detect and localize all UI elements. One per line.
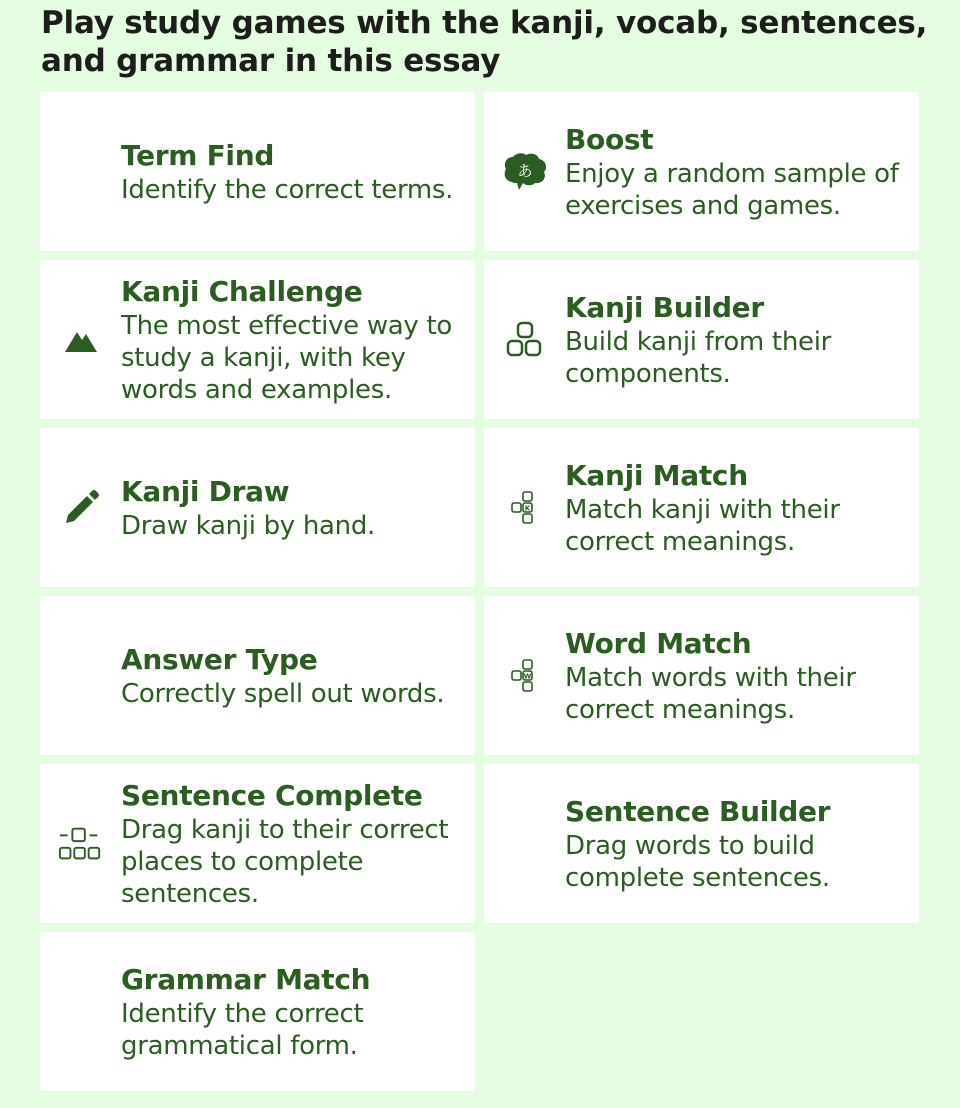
game-title: Word Match bbox=[565, 626, 752, 660]
game-card-text bbox=[565, 290, 913, 390]
game-description: Drag kanji to their correct places to complete sentences. bbox=[121, 814, 449, 909]
game-title: Sentence Complete bbox=[121, 778, 423, 812]
game-card-text bbox=[121, 474, 469, 542]
game-title: Boost bbox=[565, 122, 654, 156]
game-description: Build kanji from their components. bbox=[565, 326, 832, 389]
game-card-text bbox=[121, 274, 469, 406]
game-title: Kanji Challenge bbox=[121, 274, 363, 308]
game-card-sentence-complete[interactable] bbox=[40, 764, 475, 923]
game-card-text bbox=[565, 626, 913, 726]
game-title: Sentence Builder bbox=[565, 794, 831, 828]
game-description: Drag words to build complete sentences. bbox=[565, 830, 830, 893]
brain-icon bbox=[502, 149, 548, 195]
game-card-answer-type[interactable] bbox=[40, 596, 475, 755]
game-description: Match kanji with their correct meanings. bbox=[565, 494, 840, 557]
game-card-grammar-match[interactable] bbox=[40, 932, 475, 1091]
page-title: Play study games with the kanji, vocab, sentences, and grammar in this essay bbox=[41, 5, 928, 79]
svg-text:K: K bbox=[524, 504, 531, 512]
game-title: Term Find bbox=[121, 138, 275, 172]
game-card-boost[interactable] bbox=[484, 92, 919, 251]
mountain-icon bbox=[58, 317, 104, 363]
game-card-sentence-builder[interactable] bbox=[484, 764, 919, 923]
game-card-term-find[interactable] bbox=[40, 92, 475, 251]
game-title: Kanji Draw bbox=[121, 474, 290, 508]
game-card-text bbox=[121, 642, 469, 710]
game-title: Grammar Match bbox=[121, 962, 371, 996]
game-description: Identify the correct grammatical form. bbox=[121, 998, 364, 1061]
game-title: Answer Type bbox=[121, 642, 318, 676]
game-card-kanji-draw[interactable] bbox=[40, 428, 475, 587]
game-description: Draw kanji by hand. bbox=[121, 510, 376, 541]
blocks-icon bbox=[502, 317, 548, 363]
game-card-text bbox=[565, 794, 913, 894]
pencil-icon bbox=[58, 485, 104, 531]
svg-text:あ: あ bbox=[517, 161, 533, 180]
game-card-word-match[interactable] bbox=[484, 596, 919, 755]
game-description: Correctly spell out words. bbox=[121, 678, 445, 709]
game-description: Match words with their correct meanings. bbox=[565, 662, 856, 725]
svg-text:W: W bbox=[523, 672, 532, 680]
game-title: Kanji Builder bbox=[565, 290, 764, 324]
game-card-text bbox=[121, 962, 469, 1062]
game-card-text bbox=[565, 458, 913, 558]
game-card-kanji-match[interactable] bbox=[484, 428, 919, 587]
game-card-text bbox=[121, 778, 469, 910]
word-match-icon bbox=[502, 653, 548, 699]
game-description: Identify the correct terms. bbox=[121, 174, 454, 205]
sentence-complete-icon bbox=[58, 821, 104, 867]
game-title: Kanji Match bbox=[565, 458, 748, 492]
game-card-text bbox=[565, 122, 913, 222]
game-card-kanji-builder[interactable] bbox=[484, 260, 919, 419]
game-card-kanji-challenge[interactable] bbox=[40, 260, 475, 419]
kanji-match-icon bbox=[502, 485, 548, 531]
game-description: Enjoy a random sample of exercises and games. bbox=[565, 158, 899, 221]
game-description: The most effective way to study a kanji, with key words and examples. bbox=[121, 310, 452, 405]
game-card-text bbox=[121, 138, 469, 206]
